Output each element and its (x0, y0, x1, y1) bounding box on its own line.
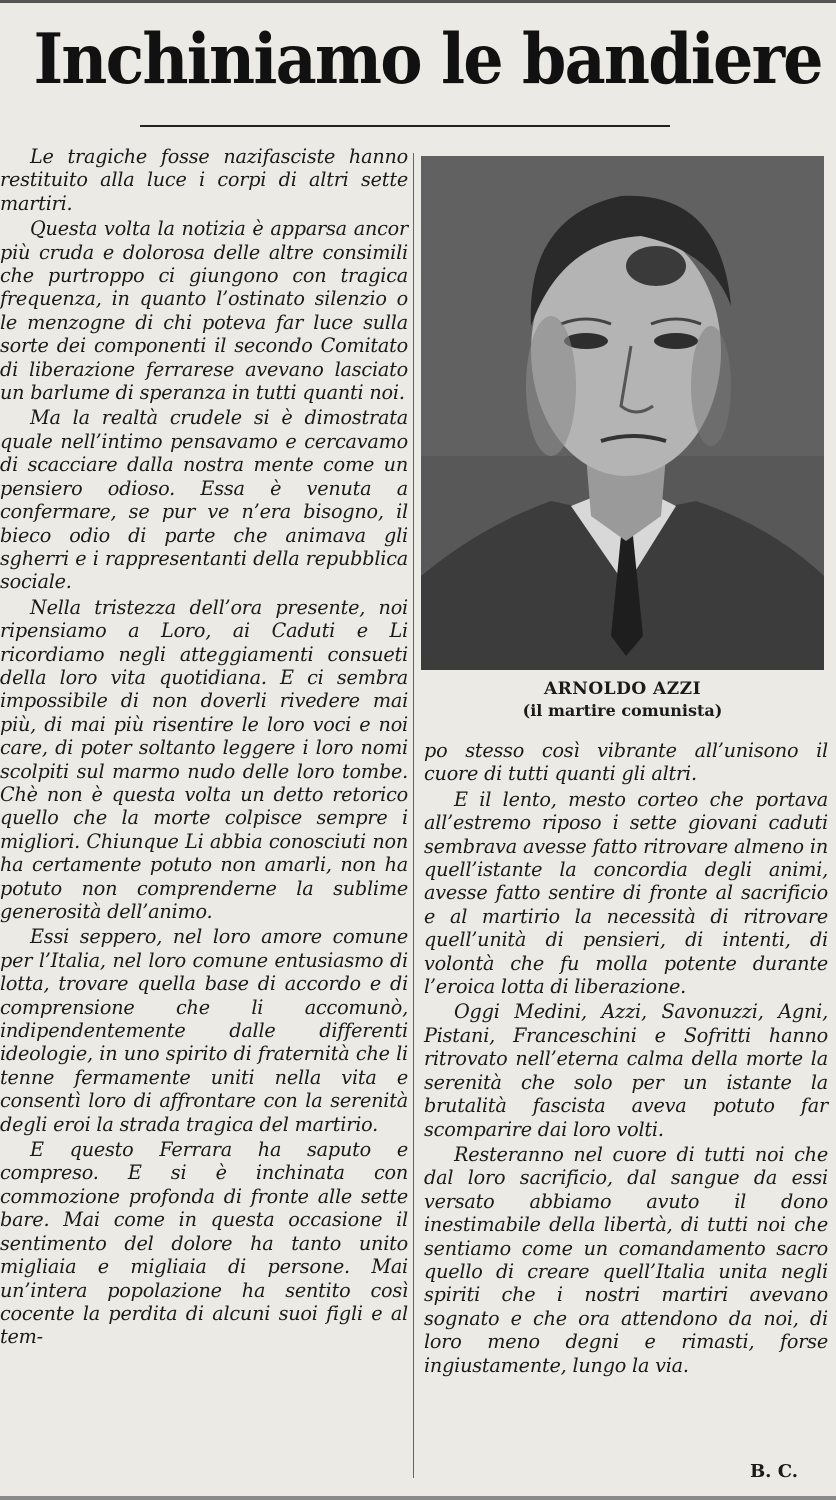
caption-subtitle: (il martire comunista) (522, 701, 723, 720)
column-divider (413, 153, 414, 1478)
portrait-illustration (421, 156, 824, 670)
left-column (0, 145, 408, 1349)
paragraph: E il lento, mesto corteo che portava all’estremo riposo i sette giovani caduti sembrava avesse fatto ritrovare almeno in quell’istante la concordia degli animi, avesse fatto sentire di fronte al sacrificio e al martirio la necessità di ritrovare quell’unità di pensieri, di intenti, di volontà che fu molla potente durante l’eroica lotta di liberazione. (424, 787, 828, 999)
photo-caption (421, 678, 824, 722)
caption-name: ARNOLDO AZZI (543, 679, 702, 699)
paragraph: Oggi Medini, Azzi, Savonuzzi, Agni, Pistani, Franceschini e Sofritti hanno ritrovato nell’eterna calma della morte la serenità che solo per un istante la brutalità fascista aveva potuto far scomparire dai loro volti. (424, 1000, 828, 1141)
author-signature: B. C. (749, 1461, 798, 1482)
portrait-photo (421, 156, 824, 670)
paragraph: Le tragiche fosse nazifasciste hanno restituito alla luce i corpi di altri sette martiri. (0, 145, 408, 215)
paragraph: Nella tristezza dell’ora presente, noi ripensiamo a Loro, ai Caduti e Li ricordiamo negli atteggiamenti consueti della loro vita quotidiana. E ci sembra impossibile di non doverli rivedere mai più, di mai più risentire le loro voci e noi care, di poter soltanto leggere i loro nomi scolpiti sul marmo nudo delle loro tombe. Chè non è questa volta un detto retorico quello che la morte colpisce sempre i migliori. Chiunque Li abbia conosciuti non ha certamente potuto non amarli, non ha potuto non comprenderne la sublime generosità dell’animo. (0, 595, 408, 923)
bottom-edge (0, 1496, 836, 1500)
right-column (424, 739, 828, 1377)
paragraph: E questo Ferrara ha saputo e compreso. E si è inchinata con commozione profonda di fronte alle sette bare. Mai come in questa occasione il sentimento del dolore ha tanto unito migliaia e migliaia di persone. Mai un’intera popolazione ha sentito così cocente la perdita di alcuni suoi figli e al tem- (0, 1138, 408, 1349)
paragraph: Ma la realtà crudele si è dimostrata quale nell’intimo pensavamo e cercavamo di scacciare dalla nostra mente come un pensiero odioso. Essa è venuta a confermare, se pur ve n’era bisogno, il bieco odio di parte che animava gli sgherri e i rappresentanti della repubblica sociale. (0, 406, 408, 594)
paragraph: Questa volta la notizia è apparsa ancor più cruda e dolorosa delle altre consimili che purtroppo ci giungono con tragica frequenza, in quanto l’ostinato silenzio o le menzogne di chi poteva far luce sulla sorte dei componenti il secondo Comitato di liberazione ferrarese avevano lasciato un barlume di speranza in tutti quanti noi. (0, 217, 408, 405)
headline: Inchiniamo le bandiere (33, 19, 822, 100)
paragraph: po stesso così vibrante all’unisono il cuore di tutti quanti gli altri. (424, 739, 828, 786)
paragraph: Resteranno nel cuore di tutti noi che dal loro sacrificio, dal sangue da essi versato abbiamo avuto il dono inestimabile della libertà, di tutti noi che sentiamo come un comandamento sacro quello di creare quell’Italia unita negli spiriti che i nostri martiri avevano sognato e che ora attendono da noi, di loro meno degni e rimasti, forse ingiustamente, lungo la via. (424, 1142, 828, 1377)
headline-rule (140, 125, 670, 127)
paragraph: Essi seppero, nel loro amore comune per l’Italia, nel loro comune entusiasmo di lotta, trovare quella base di accordo e di comprensione che li accomunò, indipendentemente dalle differenti ideologie, in uno spirito di fraternità che li tenne fermamente uniti nella vita e consentì loro di affrontare con la serenità degli eroi la strada tragica del martirio. (0, 925, 408, 1136)
